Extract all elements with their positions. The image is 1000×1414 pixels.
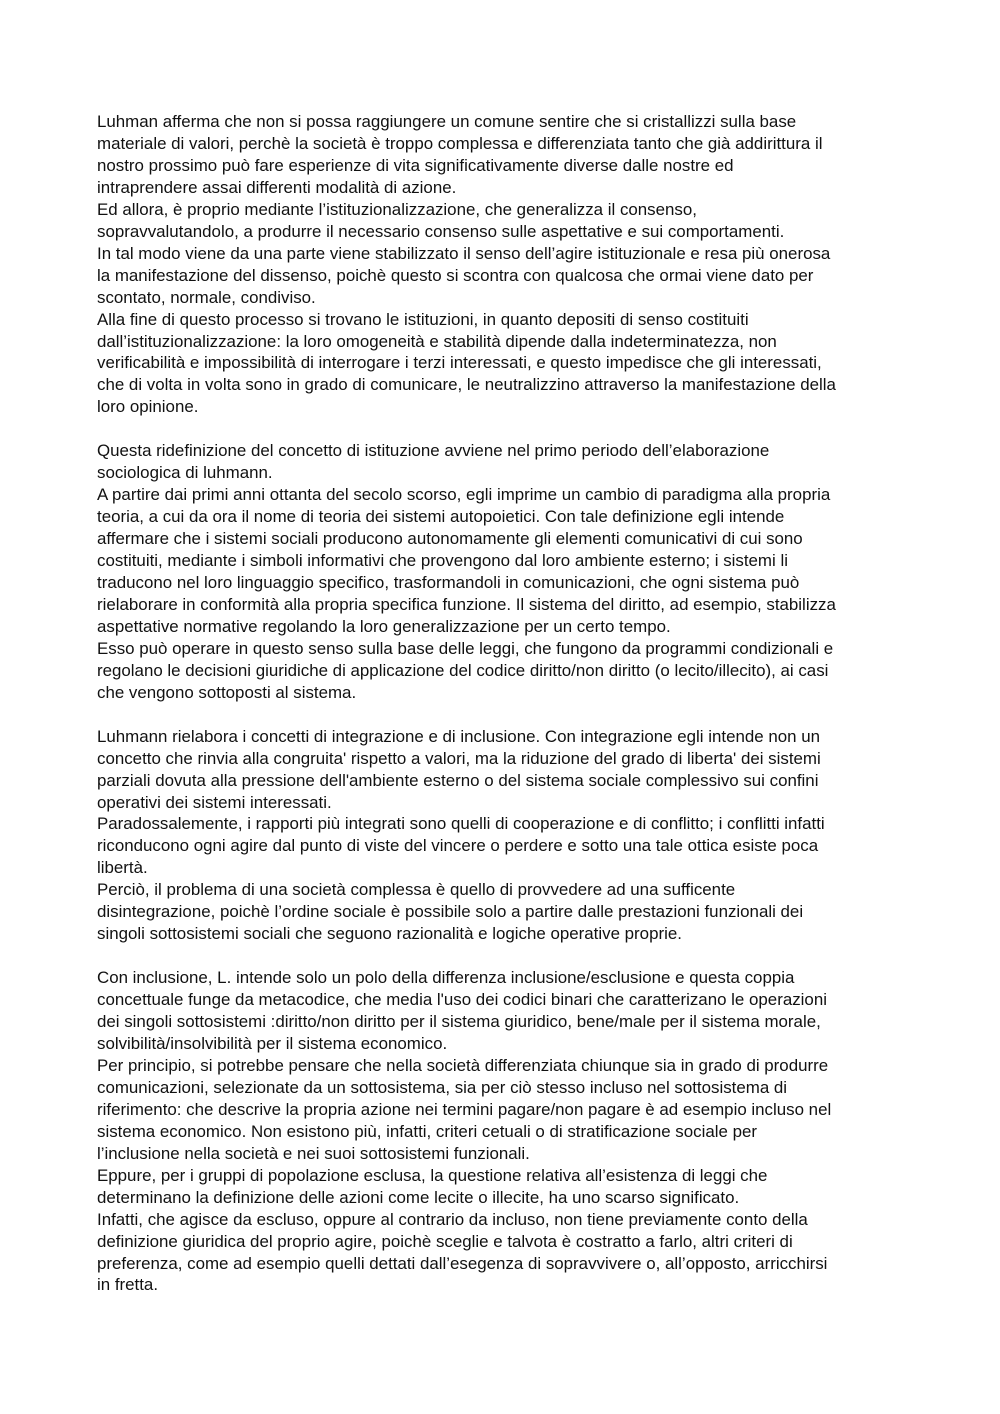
- text-line: Eppure, per i gruppi di popolazione esclusa, la questione relativa all’esistenza di leggi che: [97, 1165, 768, 1185]
- text-line: rielaborare in conformità alla propria specifica funzione. Il sistema del diritto, ad esempio, stabilizza: [97, 594, 836, 614]
- text-line: concetto che rinvia alla congruita' rispetto a valori, ma la riduzione del grado di liberta' dei sistemi: [97, 748, 821, 768]
- text-line: loro opinione.: [97, 397, 199, 417]
- text-line: parziali dovuta alla pressione dell'ambiente esterno o del sistema sociale complessivo sui confini: [97, 770, 819, 790]
- text-line: verificabilità e impossibilità di interrogare i terzi interessati, e questo impedisce che gli interessati,: [97, 353, 822, 373]
- text-line: dei singoli sottosistemi :diritto/non diritto per il sistema giuridico, bene/male per il sistema morale,: [97, 1012, 821, 1032]
- text-line: teoria, a cui da ora il nome di teoria dei sistemi autopoietici. Con tale definizione egli intende: [97, 507, 785, 527]
- text-line: libertà.: [97, 858, 148, 878]
- text-line: Luhmann rielabora i concetti di integrazione e di inclusione. Con integrazione egli intende non un: [97, 726, 821, 746]
- text-line: in fretta.: [97, 1275, 159, 1295]
- text-line: traducono nel loro linguaggio specifico, trasformandoli in comunicazioni, che ogni sistema può: [97, 573, 800, 592]
- text-line: intraprendere assai differenti modalità di azione.: [97, 177, 457, 197]
- text-line: A partire dai primi anni ottanta del secolo scorso, egli imprime un cambio di paradigma alla propria: [97, 485, 831, 505]
- text-line: riferimento: che descrive la propria azione nei termini pagare/non pagare è ad esempio incluso nel: [97, 1099, 832, 1119]
- text-line: che di volta in volta sono in grado di comunicare, le neutralizzino attraverso la manifestazione della: [97, 375, 836, 395]
- body-text: [97, 111, 917, 1318]
- text-line: la manifestazione del dissenso, poichè questo si scontra con qualcosa che ormai viene dato per: [97, 265, 814, 285]
- text-line: Per principio, si potrebbe pensare che nella società differenziata chiunque sia in grado di produrre: [97, 1055, 829, 1075]
- text-line: In tal modo viene da una parte viene stabilizzato il senso dell’agire istituzionale e resa più onerosa: [97, 243, 831, 263]
- paragraph-3: [97, 726, 917, 946]
- text-line: scontato, normale, condiviso.: [97, 287, 316, 307]
- text-line: concettuale funge da metacodice, che media l'uso dei codici binari che caratterizano le operazioni: [97, 990, 827, 1010]
- text-line: Perciò, il problema di una società complessa è quello di provvedere ad una sufficente: [97, 880, 736, 900]
- text-line: disintegrazione, poichè l’ordine sociale è possibile solo a partire dalle prestazioni funzionali dei: [97, 902, 804, 922]
- text-line: nostro prossimo può fare esperienze di vita significativamente diverse dalle nostre ed: [97, 155, 734, 175]
- text-line: riconducono ogni agire dal punto di viste del vincere o perdere e sotto una tale ottica esiste poca: [97, 836, 819, 856]
- text-line: l’inclusione nella società e nei suoi sottosistemi funzionali.: [97, 1143, 530, 1163]
- text-line: Luhman afferma che non si possa raggiungere un comune sentire che si cristallizzi sulla base: [97, 112, 797, 131]
- text-line: solvibilità/insolvibilità per il sistema economico.: [97, 1033, 448, 1053]
- text-line: regolano le decisioni giuridiche di applicazione del codice diritto/non diritto (o lecito/illecito), ai casi: [97, 660, 829, 680]
- text-line: comunicazioni, selezionate da un sottosistema, sia per ciò stesso incluso nel sottosistema di: [97, 1077, 788, 1097]
- text-line: che vengono sottoposti al sistema.: [97, 682, 357, 702]
- text-line: sistema economico. Non esistono più, infatti, criteri cetuali o di stratificazione sociale per: [97, 1121, 757, 1141]
- text-line: sopravvalutandolo, a produrre il necessario consenso sulle aspettative e sui comportamenti.: [97, 221, 785, 241]
- text-line: definizione giuridica del proprio agire, poichè sceglie e talvota è costratto a farlo, altri criteri di: [97, 1231, 793, 1251]
- text-line: Questa ridefinizione del concetto di istituzione avviene nel primo periodo dell’elaborazione: [97, 441, 770, 461]
- text-line: Esso può operare in questo senso sulla base delle leggi, che fungono da programmi condizionali e: [97, 638, 834, 658]
- text-line: aspettative normative regolando la loro generalizzazione per un certo tempo.: [97, 616, 671, 636]
- paragraph-4: [97, 967, 917, 1296]
- text-line: operativi dei sistemi interessati.: [97, 792, 332, 812]
- text-line: dall’istituzionalizzazione: la loro omogeneità e stabilità dipende dalla indeterminatezza, non: [97, 331, 777, 351]
- text-line: preferenza, come ad esempio quelli dettati dall’esegenza di sopravvivere o, all’opposto, arricchirsi: [97, 1253, 828, 1273]
- text-line: Infatti, che agisce da escluso, oppure al contrario da incluso, non tiene previamente conto della: [97, 1209, 808, 1229]
- text-line: Ed allora, è proprio mediante l’istituzionalizzazione, che generalizza il consenso,: [97, 199, 697, 219]
- text-line: costituiti, mediante i simboli informativi che provengono dal loro ambiente esterno; i sistemi li: [97, 551, 788, 571]
- text-line: affermare che i sistemi sociali producono autonomamente gli elementi comunicativi di cui sono: [97, 529, 803, 549]
- text-line: singoli sottosistemi sociali che seguono razionalità e logiche operative proprie.: [97, 924, 682, 944]
- text-line: materiale di valori, perchè la società è troppo complessa e differenziata tanto che già addirittura il: [97, 133, 823, 153]
- paragraph-1: [97, 111, 917, 418]
- text-line: determinano la definizione delle azioni come lecite o illecite, ha uno scarso significato.: [97, 1187, 740, 1207]
- text-line: Alla fine di questo processo si trovano le istituzioni, in quanto depositi di senso costituiti: [97, 309, 749, 329]
- text-line: Paradossalemente, i rapporti più integrati sono quelli di cooperazione e di conflitto; i conflitti infatti: [97, 814, 825, 834]
- text-line: Con inclusione, L. intende solo un polo della differenza inclusione/esclusione e questa coppia: [97, 968, 795, 988]
- paragraph-2: [97, 440, 917, 703]
- text-line: sociologica di luhmann.: [97, 463, 273, 483]
